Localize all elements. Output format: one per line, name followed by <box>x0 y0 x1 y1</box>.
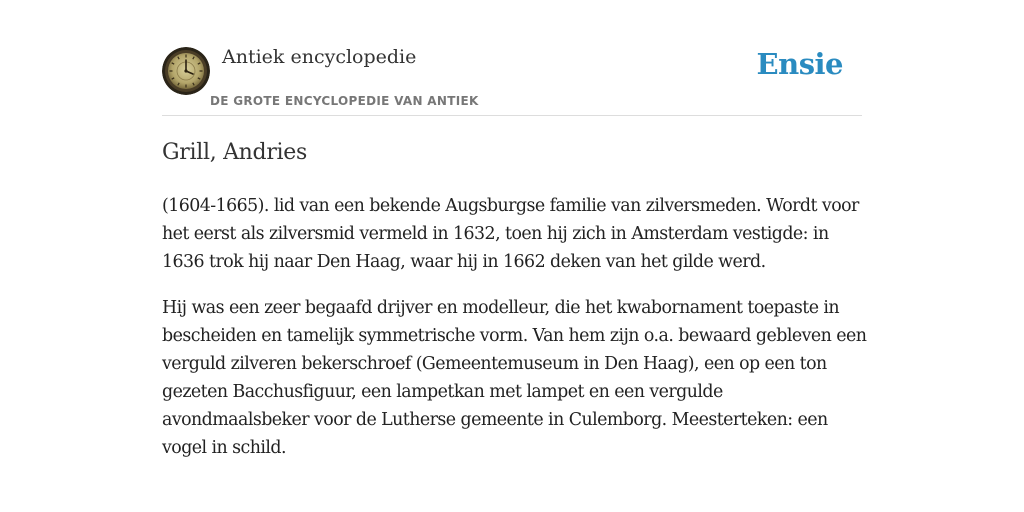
brand-logo[interactable]: Ensie <box>756 47 843 81</box>
article-paragraph: Hij was een zeer begaafd drijver en modelleur, die het kwabornament toepaste in bescheiden en tamelijk symmetrische vorm. Van hem zijn o.a. bewaard gebleven een verguld zilveren bekerschroef (Gemeentemuseum in Den Haag), een op een ton gezeten Bacchusfiguur, een lampetkan met lampet en een vergulde avondmaalsbeker voor de Lutherse gemeente in Culemborg. Meesterteken: een vogel in schild. <box>162 298 867 458</box>
article-title: Grill, Andries <box>162 140 307 165</box>
site-header <box>162 0 862 116</box>
site-name[interactable]: Antiek encyclopedie <box>222 46 417 68</box>
page-container <box>162 0 867 458</box>
site-tagline: DE GROTE ENCYCLOPEDIE VAN ANTIEK <box>210 94 479 108</box>
article-body <box>162 192 867 480</box>
article-paragraph: (1604-1665). lid van een bekende Augsburgse familie van zilversmeden. Wordt voor het eerst als zilversmid vermeld in 1632, toen hij zich in Amsterdam vestigde: in 1636 trok hij naar Den Haag, waar hij in 1662 deken van het gilde werd. <box>162 196 859 272</box>
clock-icon[interactable] <box>162 47 210 95</box>
